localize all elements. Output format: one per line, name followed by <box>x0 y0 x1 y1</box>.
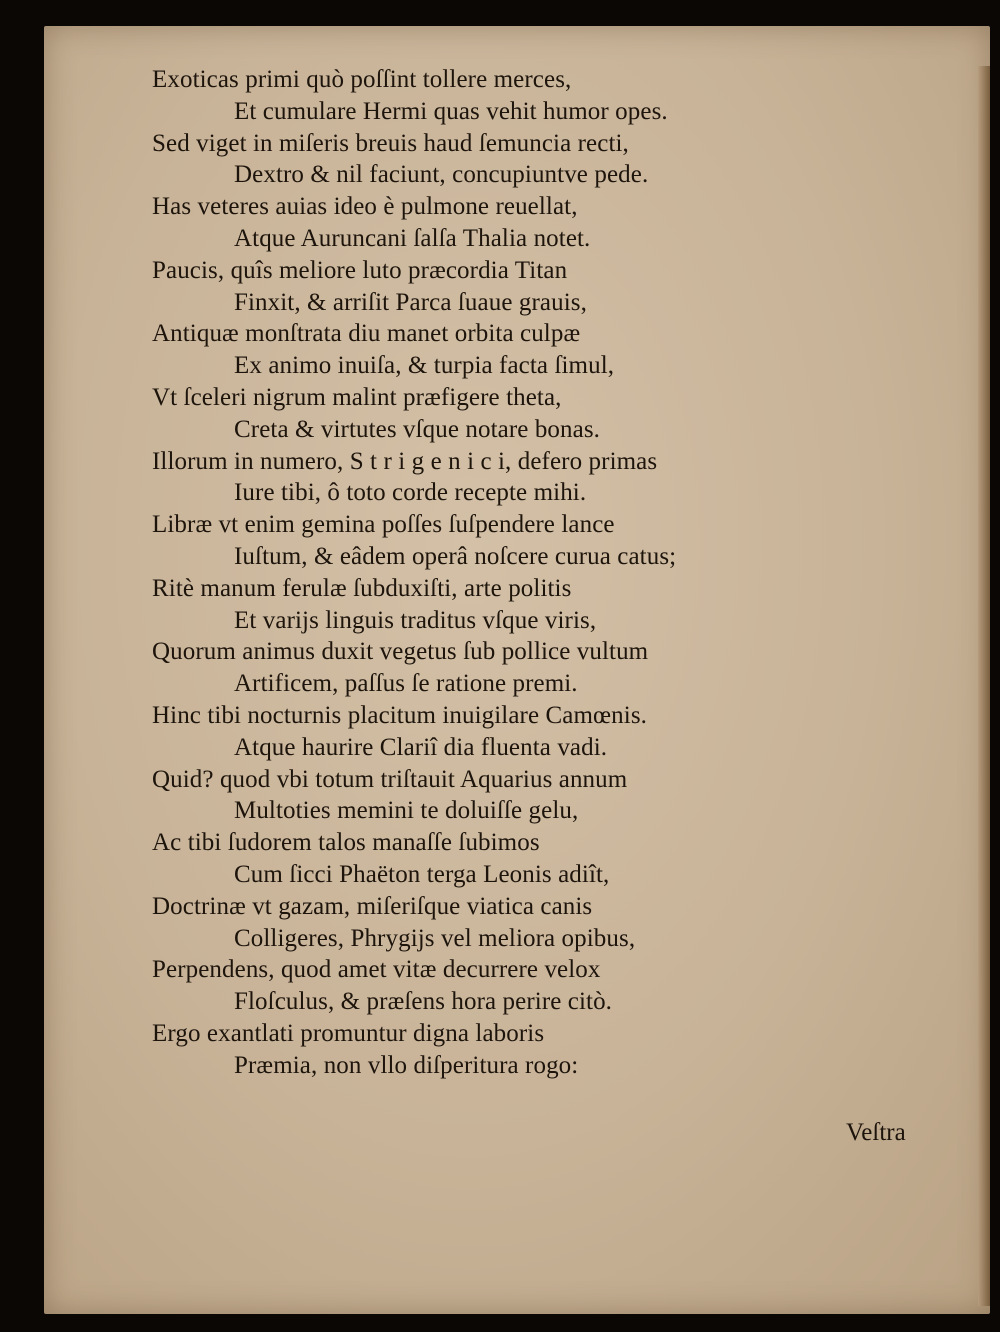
verse-line: Paucis, quîs meliore luto præcordia Titan <box>152 256 568 284</box>
verse-line: Iure tibi, ô toto corde recepte mihi. <box>234 479 587 507</box>
verse-line: Multoties memini te doluiſſe gelu, <box>234 797 579 825</box>
verse-line: Perpendens, quod amet vitæ decurrere velox <box>152 956 601 984</box>
verse-line: Has veteres auias ideo è pulmone reuellat, <box>152 193 578 221</box>
verse-line: Cum ſicci Phaëton terga Leonis adiît, <box>234 860 610 888</box>
verse-line: Atque haurire Clariî dia fluenta vadi. <box>234 733 608 761</box>
verse-line: Atque Auruncani ſalſa Thalia notet. <box>234 224 591 252</box>
verse-line: Vt ſceleri nigrum malint præfigere theta, <box>152 383 562 411</box>
verse-line: Iuſtum, & eâdem operâ noſcere curua catus; <box>234 542 677 570</box>
verse-line: Dextro & nil faciunt, concupiuntve pede. <box>234 161 649 189</box>
verse-line: Ritè manum ferulæ ſubduxiſti, arte politis <box>152 574 572 602</box>
verse-line: Quorum animus duxit vegetus ſub pollice vultum <box>152 638 649 666</box>
verse-line: Ac tibi ſudorem talos manaſſe ſubimos <box>152 829 540 857</box>
verse-line: Doctrinæ vt gazam, miſeriſque viatica canis <box>152 892 593 920</box>
verse-line: Exoticas primi quò poſſint tollere merces, <box>152 66 572 93</box>
verse-line: Libræ vt enim gemina poſſes ſuſpendere lance <box>152 511 615 539</box>
page-edge <box>978 66 990 1306</box>
verse-line: Quid? quod vbi totum triſtauit Aquarius annum <box>152 765 628 793</box>
verse-line: Ex animo inuiſa, & turpia facta ſimul, <box>234 352 615 380</box>
verse-block <box>152 64 932 1082</box>
verse-line: Sed viget in miſeris breuis haud ſemuncia recti, <box>152 129 629 157</box>
verse-line: Ergo exantlati promuntur digna laboris <box>152 1019 545 1047</box>
verse-line: Finxit, & arriſit Parca ſuaue grauis, <box>234 288 587 316</box>
verse-line: Hinc tibi nocturnis placitum inuigilare Camœnis. <box>152 701 647 729</box>
verse-line: Colligeres, Phrygijs vel meliora opibus, <box>234 924 636 952</box>
verse-line: Artificem, paſſus ſe ratione premi. <box>234 670 578 698</box>
verse-line: Et varijs linguis traditus vſque viris, <box>234 606 597 634</box>
verse-line: Et cumulare Hermi quas vehit humor opes. <box>234 97 668 125</box>
verse-line: Antiquæ monſtrata diu manet orbita culpæ <box>152 320 581 348</box>
verse-line: Præmia, non vllo diſperitura rogo: <box>234 1051 579 1079</box>
verse-line: Creta & virtutes vſque notare bonas. <box>234 415 601 443</box>
verse-line: Floſculus, & præſens hora perire citò. <box>234 988 613 1016</box>
verse-line: Illorum in numero, S t r i g e n i c i, defero primas <box>152 447 658 475</box>
catchword: Veſtra <box>846 1119 906 1146</box>
